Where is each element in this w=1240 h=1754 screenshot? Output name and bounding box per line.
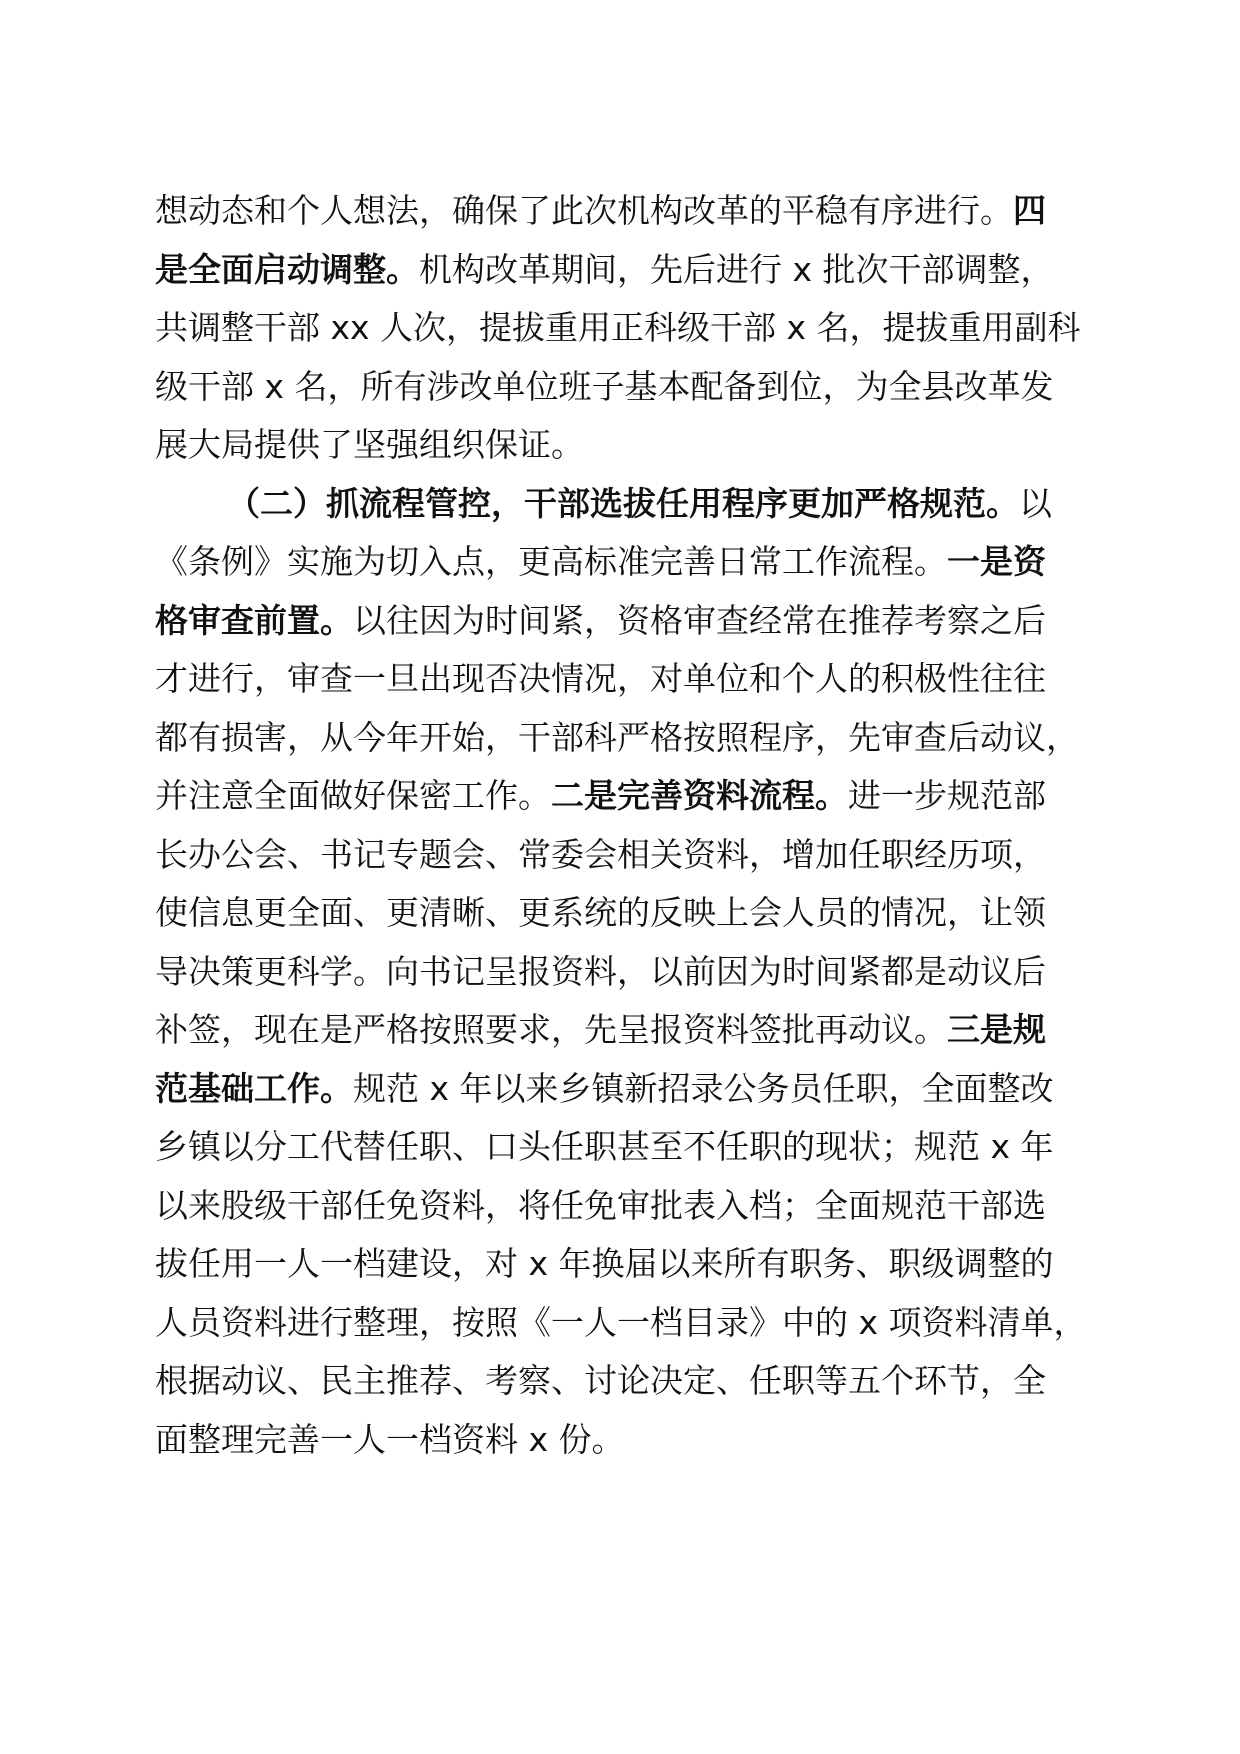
text-segment: 规范 x 年以来乡镇新招录公务员任职，全面整改: [353, 1068, 1054, 1108]
text-line: [155, 1235, 1100, 1294]
text-segment: 级干部 x 名，所有涉改单位班子基本配备到位，为全县改革发: [155, 366, 1054, 406]
bold-text: 二是完善资料流程。: [551, 776, 848, 815]
text-segment: 《条例》实施为切入点，更高标准完善日常工作流程。: [155, 542, 947, 581]
bold-text: 一是资: [947, 542, 1046, 581]
text-line: [155, 826, 1100, 885]
text-line: [155, 241, 1100, 300]
text-line: [155, 650, 1100, 709]
text-line: [155, 533, 1100, 592]
bold-text: 范基础工作。: [155, 1068, 353, 1108]
text-line: [155, 943, 1100, 1002]
text-line: [155, 299, 1100, 358]
text-line: [155, 767, 1100, 826]
bold-text: 格审查前置。: [155, 600, 353, 640]
text-segment: 拔任用一人一档建设，对 x 年换届以来所有职务、职级调整的: [155, 1244, 1054, 1283]
text-line: [155, 1177, 1100, 1236]
text-line: [155, 475, 1100, 534]
text-line: [155, 592, 1100, 651]
text-segment: 并注意全面做好保密工作。: [155, 776, 551, 815]
text-segment: 面整理完善一人一档资料 x 份。: [155, 1419, 625, 1459]
text-line: [155, 1060, 1100, 1119]
text-segment: 使信息更全面、更清晰、更系统的反映上会人员的情况，让领: [155, 893, 1046, 932]
text-line: [155, 709, 1100, 768]
text-line: [155, 416, 1100, 475]
text-line: [155, 884, 1100, 943]
text-segment: 人员资料进行整理，按照《一人一档目录》中的 x 项资料清单，: [155, 1302, 1087, 1342]
text-segment: 以: [1019, 483, 1052, 523]
bold-text: 是全面启动调整。: [155, 249, 419, 289]
text-segment: 展大局提供了坚强组织保证。: [155, 425, 584, 464]
text-line: [155, 1118, 1100, 1177]
text-line: [155, 1411, 1100, 1470]
text-segment: 共调整干部 xx 人次，提拔重用正科级干部 x 名，提拔重用副科: [155, 308, 1081, 347]
text-segment: 长办公会、书记专题会、常委会相关资料，增加任职经历项，: [155, 834, 1046, 874]
text-segment: 乡镇以分工代替任职、口头任职甚至不任职的现状；规范 x 年: [155, 1127, 1054, 1166]
bold-text: （二）抓流程管控，干部选拔任用程序更加严格规范。: [227, 483, 1019, 523]
text-line: [155, 1001, 1100, 1060]
text-segment: 补签，现在是严格按照要求，先呈报资料签批再动议。: [155, 1010, 947, 1049]
text-line: [155, 358, 1100, 417]
text-line: [155, 182, 1100, 241]
text-segment: 根据动议、民主推荐、考察、讨论决定、任职等五个环节，全: [155, 1361, 1046, 1400]
text-segment: 才进行，审查一旦出现否决情况，对单位和个人的积极性往往: [155, 659, 1046, 698]
text-segment: 想动态和个人想法，确保了此次机构改革的平稳有序进行。: [155, 191, 1013, 230]
bold-text: 四: [1013, 191, 1046, 230]
text-line: [155, 1352, 1100, 1411]
text-segment: 都有损害，从今年开始，干部科严格按照程序，先审查后动议，: [155, 717, 1079, 757]
text-segment: 进一步规范部: [848, 776, 1046, 815]
text-segment: 以往因为时间紧，资格审查经常在推荐考察之后: [353, 600, 1046, 640]
text-segment: 导决策更科学。向书记呈报资料，以前因为时间紧都是动议后: [155, 951, 1046, 991]
text-line: [155, 1294, 1100, 1353]
body-text: [155, 182, 1100, 1469]
text-segment: 机构改革期间，先后进行 x 批次干部调整，: [419, 249, 1054, 289]
bold-text: 三是规: [947, 1010, 1046, 1049]
text-segment: 以来股级干部任免资料，将任免审批表入档；全面规范干部选: [155, 1185, 1046, 1225]
